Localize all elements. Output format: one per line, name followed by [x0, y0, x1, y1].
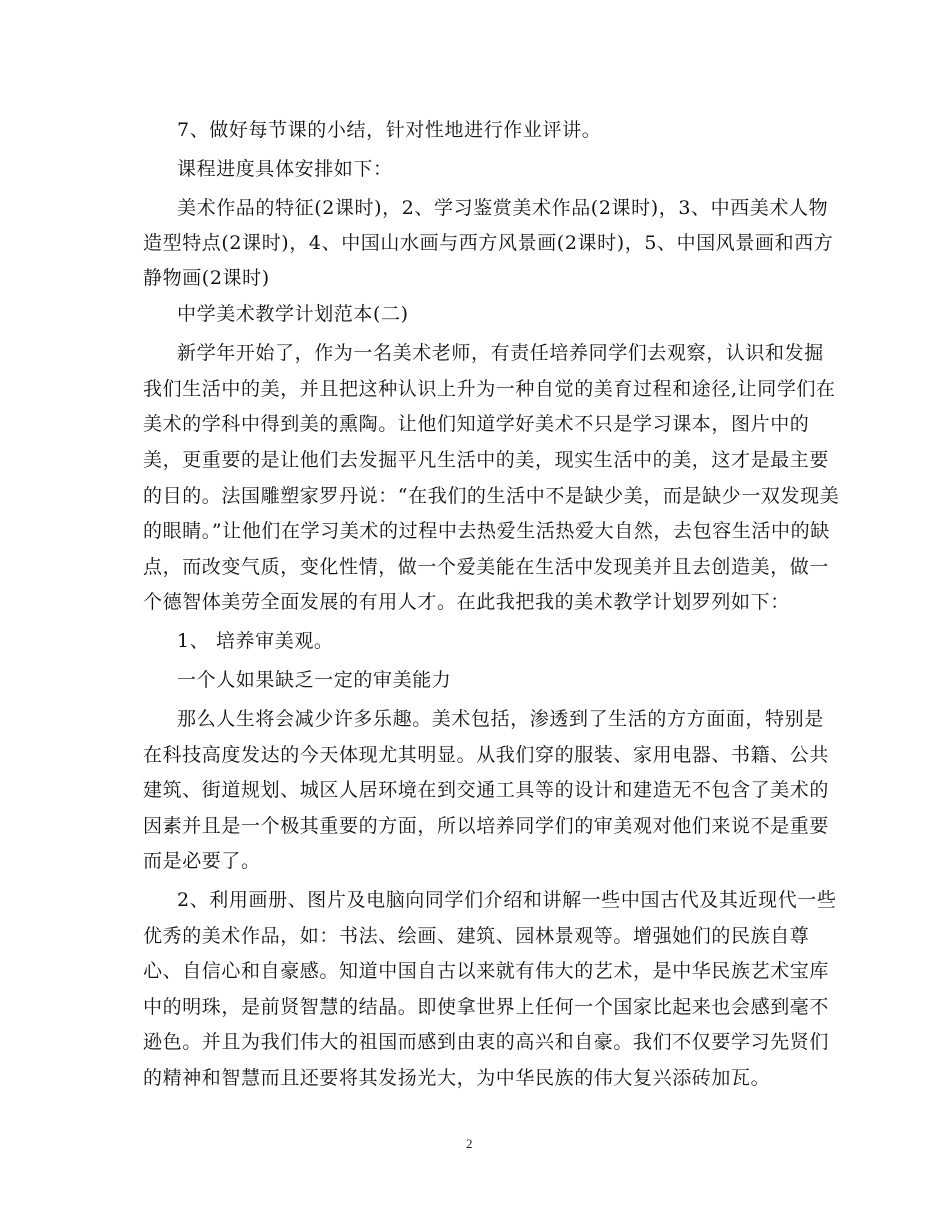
text-line: 中的明珠，是前贤智慧的结晶。即使拿世界上任何一个国家比起来也会感到毫不 [143, 996, 830, 1018]
text-line: 因素并且是一个极其重要的方面，所以培养同学们的审美观对他们来说不是重要 [143, 815, 830, 837]
section-heading: 中学美术教学计划范本(二) [177, 303, 409, 325]
text-line: 逊色。并且为我们伟大的祖国而感到由衷的高兴和自豪。我们不仅要学习先贤们 [143, 1031, 830, 1053]
text-line: 心、自信心和自豪感。知道中国自古以来就有伟大的艺术，是中华民族艺术宝库 [143, 960, 830, 982]
text-line: 我们生活中的美，并且把这种认识上升为一种自觉的美育过程和途径,让同学们在 [143, 378, 836, 400]
text-line: 静物画(2课时) [143, 267, 270, 289]
text-line: 个德智体美劳全面发展的有用人才。在此我把我的美术教学计划罗列如下： [143, 591, 790, 613]
text-line: 的精神和智慧而且还要将其发扬光大，为中华民族的伟大复兴添砖加瓦。 [143, 1067, 771, 1089]
text-line: 课程进度具体安排如下： [177, 158, 393, 180]
text-line: 新学年开始了，作为一名美术老师，有责任培养同学们去观察，认识和发掘 [177, 342, 824, 364]
page-number: 2 [466, 1136, 473, 1151]
text-line: 而是必要了。 [143, 850, 261, 872]
text-line: 美术作品的特征(2课时)，2、学习鉴赏美术作品(2课时)，3、中西美术人物 [177, 197, 829, 219]
text-line: 美，更重要的是让他们去发掘平凡生活中的美，现实生活中的美，这才是最主要 [143, 449, 830, 471]
text-line: 1、 培养审美观。 [177, 630, 334, 652]
text-line: 那么人生将会减少许多乐趣。美术包括，渗透到了生活的方方面面，特别是 [177, 708, 824, 730]
text-line: 7、做好每节课的小结，针对性地进行作业评讲。 [177, 119, 602, 141]
text-line: 建筑、街道规划、城区人居环境在到交通工具等的设计和建造无不包含了美术的 [143, 779, 830, 801]
text-line: 一个人如果缺乏一定的审美能力 [177, 669, 452, 691]
text-line: 造型特点(2课时)，4、中国山水画与西方风景画(2课时)，5、中国风景画和西方 [143, 232, 834, 254]
text-line: 优秀的美术作品，如：书法、绘画、建筑、园林景观等。增强她们的民族自尊 [143, 925, 810, 947]
text-line: 的眼睛。”让他们在学习美术的过程中去热爱生活热爱大自然，去包容生活中的缺 [143, 520, 830, 542]
text-line: 的目的。法国雕塑家罗丹说：“在我们的生活中不是缺少美，而是缺少一双发现美 [143, 485, 840, 507]
text-line: 美术的学科中得到美的熏陶。让他们知道学好美术不只是学习课本，图片中的 [143, 413, 810, 435]
text-line: 在科技高度发达的今天体现尤其明显。从我们穿的服装、家用电器、书籍、公共 [143, 744, 830, 766]
text-line: 2、利用画册、图片及电脑向同学们介绍和讲解一些中国古代及其近现代一些 [177, 889, 837, 911]
text-line: 点，而改变气质，变化性情，做一个爱美能在生活中发现美并且去创造美，做一 [143, 556, 830, 578]
